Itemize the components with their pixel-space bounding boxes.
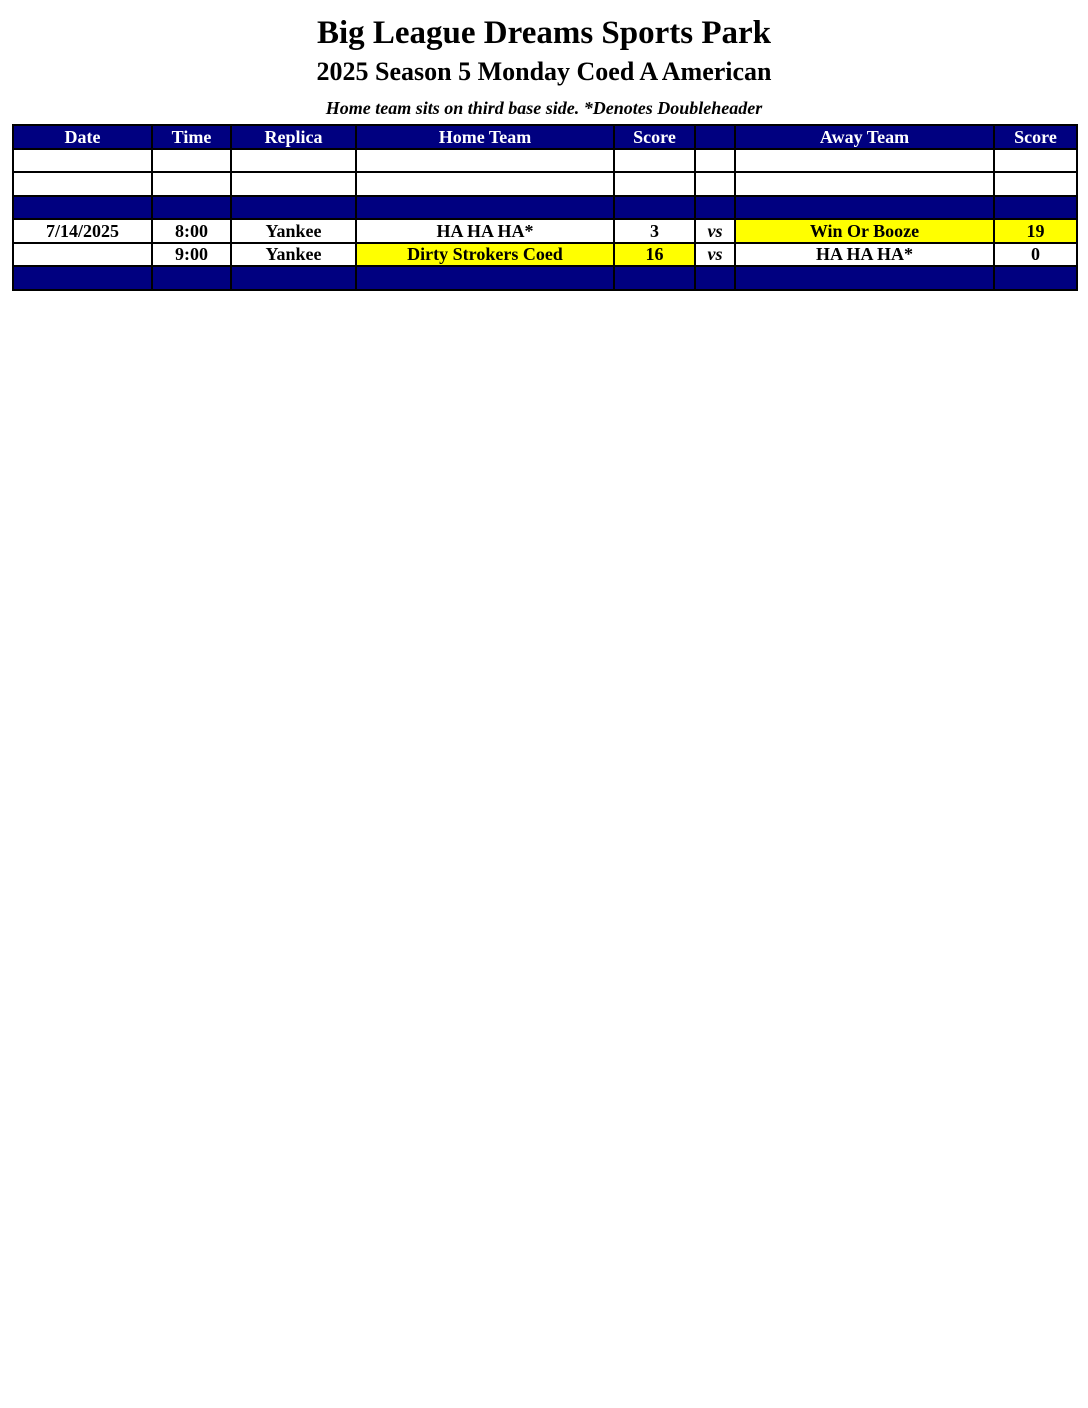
empty-cell [735, 149, 994, 173]
empty-cell [13, 149, 152, 173]
game-time: 9:00 [152, 243, 231, 267]
empty-cell [231, 172, 356, 196]
vs-label: vs [695, 243, 735, 267]
band-cell [13, 266, 152, 290]
away-team-winner: Win Or Booze [735, 219, 994, 243]
band-cell [231, 266, 356, 290]
empty-row [13, 149, 1077, 173]
vs-label: vs [695, 219, 735, 243]
game-replica: Yankee [231, 219, 356, 243]
home-team: HA HA HA* [356, 219, 614, 243]
column-header-replica: Replica [231, 125, 356, 149]
column-header-home-score: Score [614, 125, 695, 149]
empty-cell [695, 149, 735, 173]
band-cell [152, 196, 231, 220]
band-cell [614, 196, 695, 220]
column-header-home-team: Home Team [356, 125, 614, 149]
page-title: Big League Dreams Sports Park [316, 15, 772, 51]
band-cell [356, 196, 614, 220]
game-date [13, 243, 152, 267]
band-cell [13, 196, 152, 220]
empty-cell [994, 149, 1077, 173]
band-cell [994, 196, 1077, 220]
home-team-winner: Dirty Strokers Coed [356, 243, 614, 267]
page-note: Home team sits on third base side. *Denotes Doubleheader [325, 98, 763, 118]
page-subtitle: 2025 Season 5 Monday Coed A American [316, 57, 772, 86]
empty-cell [356, 172, 614, 196]
empty-cell [231, 149, 356, 173]
separator-band-row [13, 196, 1077, 220]
empty-cell [695, 172, 735, 196]
band-cell [614, 266, 695, 290]
empty-cell [13, 172, 152, 196]
column-header-date: Date [13, 125, 152, 149]
band-cell [231, 196, 356, 220]
band-cell [695, 196, 735, 220]
empty-cell [735, 172, 994, 196]
separator-band-row [13, 266, 1077, 290]
band-cell [695, 266, 735, 290]
band-cell [735, 266, 994, 290]
empty-cell [152, 172, 231, 196]
column-header-away-team: Away Team [735, 125, 994, 149]
column-header-away-score: Score [994, 125, 1077, 149]
band-cell [994, 266, 1077, 290]
empty-cell [356, 149, 614, 173]
column-header-vs [695, 125, 735, 149]
game-row [13, 243, 1077, 267]
band-cell [735, 196, 994, 220]
empty-cell [614, 149, 695, 173]
game-date: 7/14/2025 [13, 219, 152, 243]
home-score-winner: 16 [614, 243, 695, 267]
empty-cell [152, 149, 231, 173]
game-time: 8:00 [152, 219, 231, 243]
home-score: 3 [614, 219, 695, 243]
away-score: 0 [994, 243, 1077, 267]
empty-cell [614, 172, 695, 196]
empty-cell [994, 172, 1077, 196]
away-team: HA HA HA* [735, 243, 994, 267]
game-replica: Yankee [231, 243, 356, 267]
table-header-row [13, 125, 1077, 149]
band-cell [356, 266, 614, 290]
schedule-table [12, 124, 1078, 291]
away-score-winner: 19 [994, 219, 1077, 243]
game-row [13, 219, 1077, 243]
empty-row [13, 172, 1077, 196]
band-cell [152, 266, 231, 290]
column-header-time: Time [152, 125, 231, 149]
